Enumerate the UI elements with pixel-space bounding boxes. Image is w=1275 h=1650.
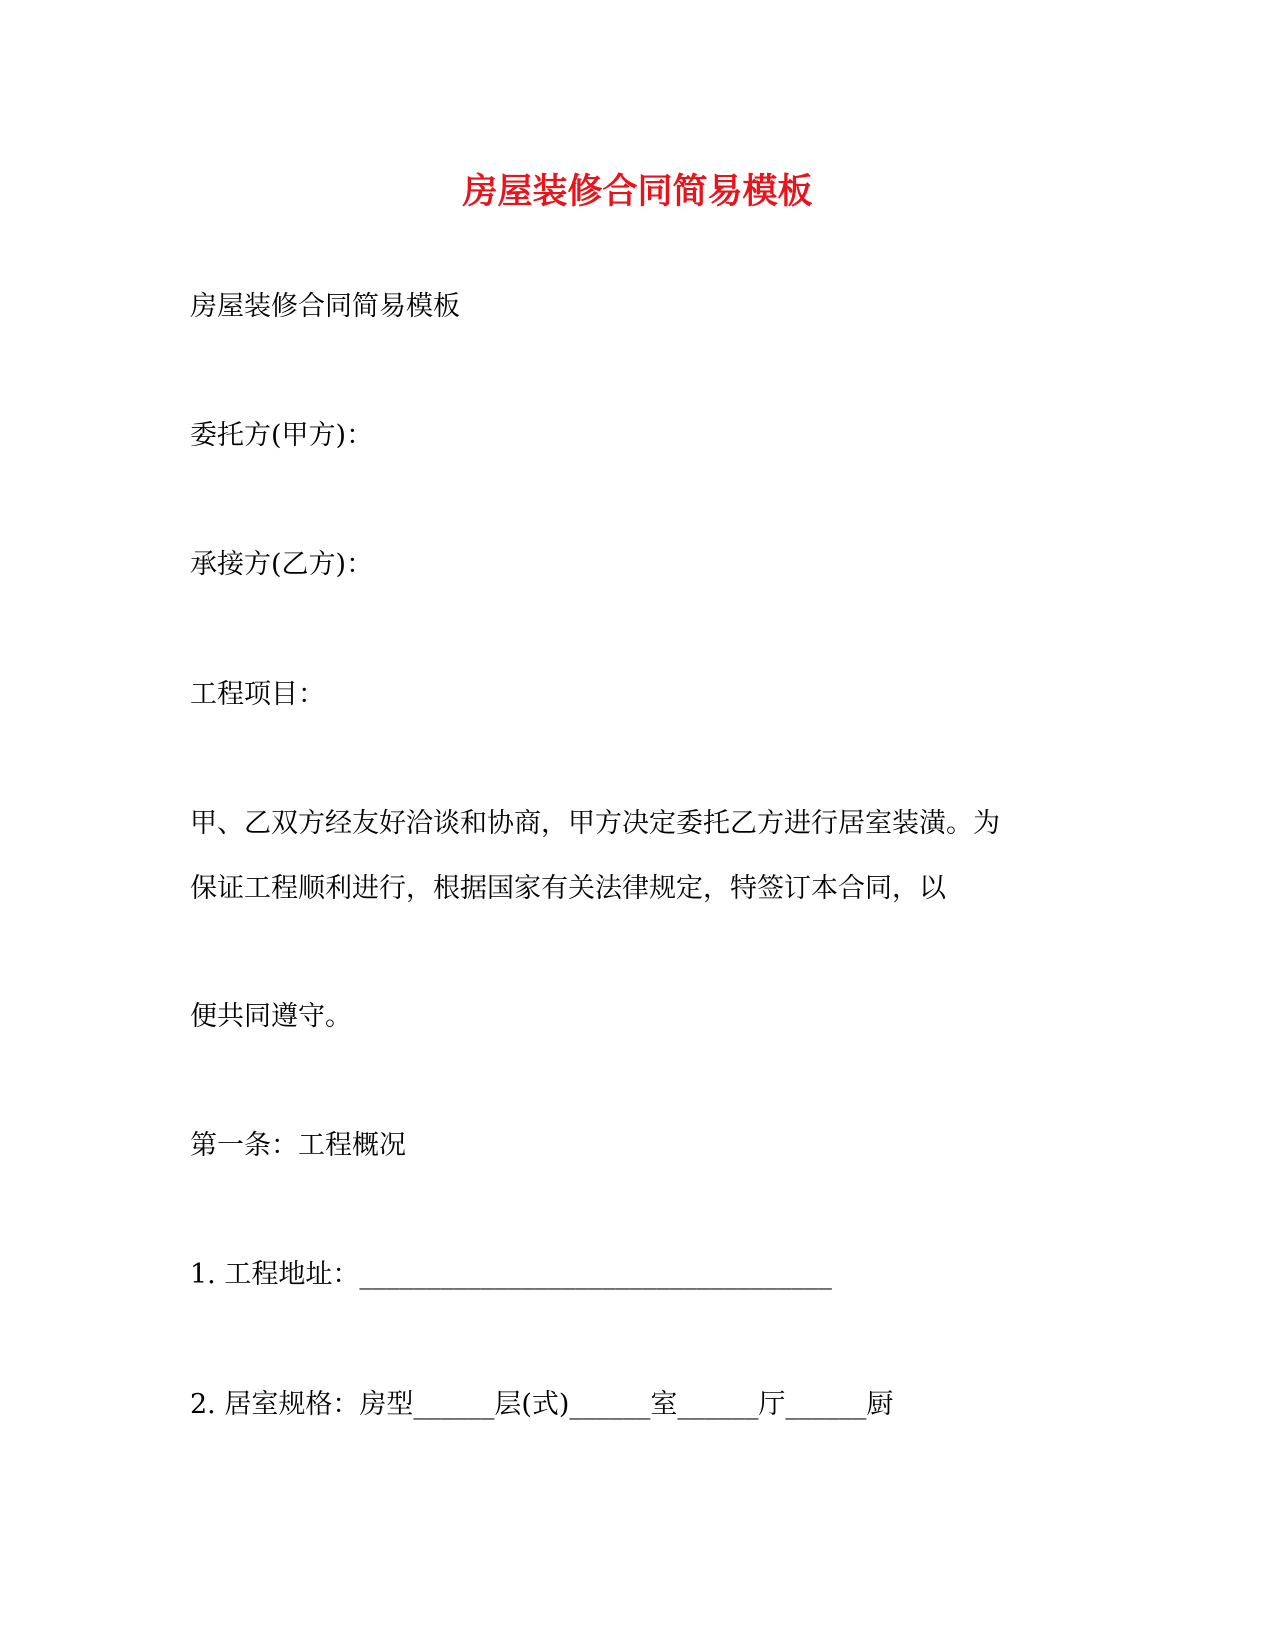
preamble-line-2: 保证工程顺利进行，根据国家有关法律规定，特签订本合同，以 (190, 873, 946, 904)
preamble-line-1: 甲、乙双方经友好洽谈和协商，甲方决定委托乙方进行居室装潢。为 (190, 808, 1000, 839)
preamble-line-3: 便共同遵守。 (190, 1001, 352, 1032)
room-spec-line: 2. 居室规格：房型______层(式)______室______厅______厨 (190, 1389, 894, 1420)
project-line: 工程项目： (190, 679, 325, 710)
party-b-line: 承接方(乙方)： (190, 549, 374, 580)
article-one-heading: 第一条：工程概况 (190, 1130, 406, 1161)
party-a-line: 委托方(甲方)： (190, 420, 374, 451)
subtitle-line: 房屋装修合同简易模板 (190, 291, 460, 322)
document-title: 房屋装修合同简易模板 (462, 171, 813, 212)
project-address-line: 1. 工程地址：___________________________________ (190, 1259, 832, 1290)
